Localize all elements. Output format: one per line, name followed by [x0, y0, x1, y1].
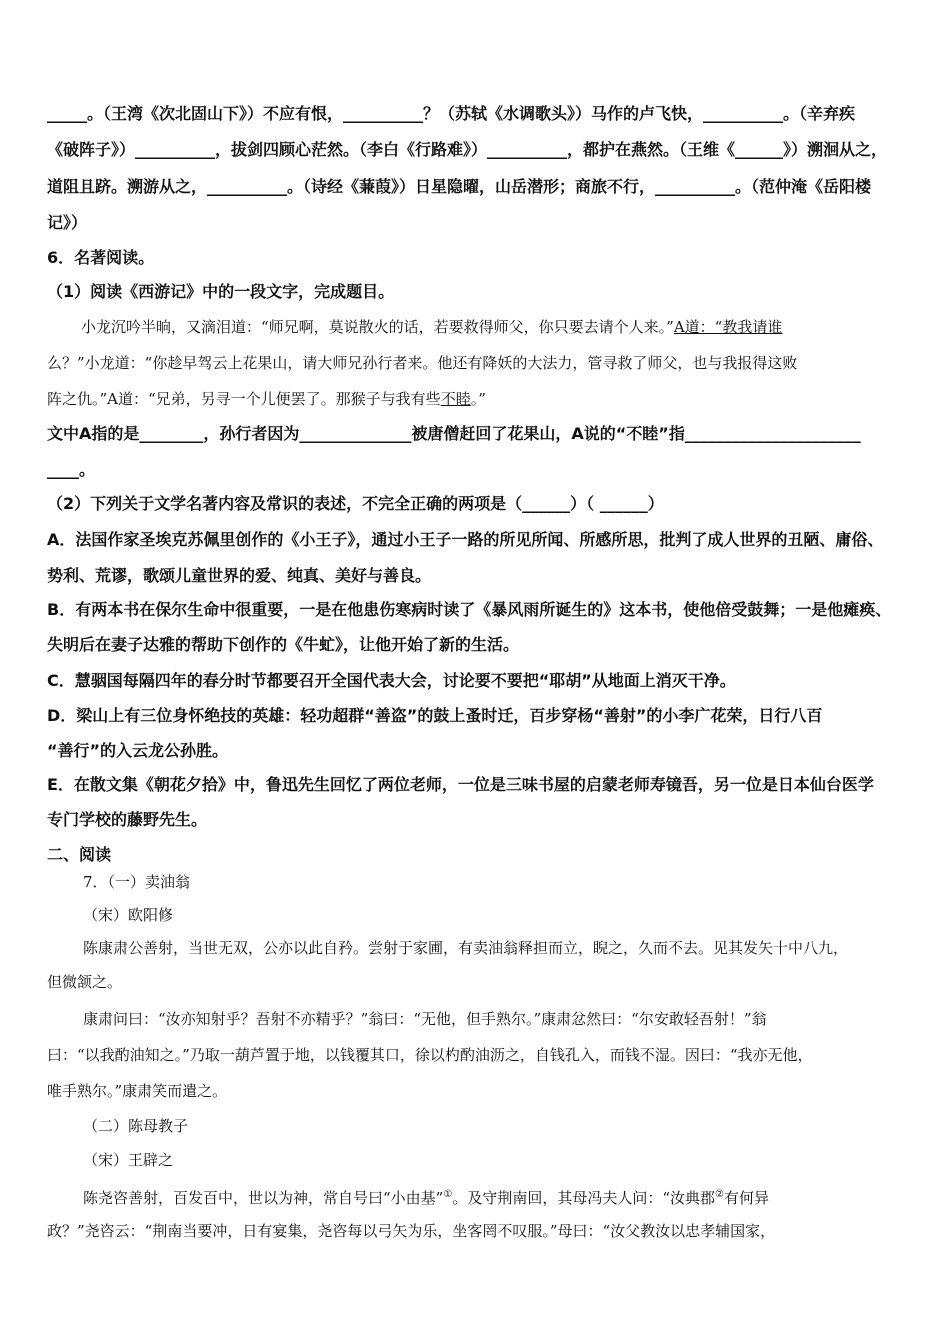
passage-author: （宋）欧阳修	[83, 906, 174, 924]
text-line: _____。（王湾《次北固山下》）不应有恨，__________？（苏轼《水调歌头》）马作的卢飞快，__________。（辛弃疾	[47, 104, 856, 123]
passage-line: 政？”尧咨云：“荆南当要冲，日有宴集，尧咨每以弓矢为乐，坐客罔不叹服。”母曰：“汝父教汝以忠孝辅国家，	[47, 1222, 776, 1240]
passage-text: 有何异	[723, 1189, 769, 1207]
option-b-cont: 失明后在妻子达雅的帮助下创作的《牛虻》，让他开始了新的生活。	[47, 635, 520, 654]
excerpt-line	[47, 317, 907, 337]
sub-question: （2）下列关于文学名著内容及常识的表述，不完全正确的两项是（______）（ ______）	[47, 494, 664, 513]
excerpt-text: 。”	[470, 390, 486, 408]
passage-text: 。及守荆南回，其母冯夫人问：“汝典郡	[452, 1189, 715, 1207]
excerpt-text: 阵之仇。”A道：“兄弟，另寻一个儿便罢了。那猴子与我有些	[47, 390, 441, 408]
passage-title: 7．（一）卖油翁	[83, 873, 191, 891]
option-e-cont: 专门学校的藤野先生。	[47, 810, 208, 829]
text-line: 《破阵子》）__________，拔剑四顾心茫然。（李白《行路难》）__________，都护在燕然。（王维《______》）溯洄从之，	[47, 140, 888, 159]
excerpt-text-underlined: A道：“教我请谁	[673, 318, 783, 336]
footnote-marker: ②	[714, 1189, 724, 1200]
text-line: 文中A指的是________，孙行者因为______________被唐僧赶回了花果山，A说的“不睦”指______________________	[47, 424, 861, 443]
sub-question: （1）阅读《西游记》中的一段文字，完成题目。	[47, 282, 395, 301]
passage-line	[47, 1185, 943, 1208]
text-line: ____。	[47, 460, 96, 479]
excerpt-line	[47, 389, 907, 409]
option-d: D．梁山上有三位身怀绝技的英雄：轻功超群“善盗”的鼓上蚤时迁，百步穿杨“善射”的小李广花荣，日行八百	[47, 706, 823, 725]
section-heading: 二、阅读	[47, 845, 112, 864]
passage-text: 陈尧咨善射，百发百中，世以为神，常自号曰“小由基”	[83, 1189, 444, 1207]
excerpt-text: 小龙沉吟半晌，又滴泪道：“师兄啊，莫说散火的话，若要救得师父，你只要去请个人来。”	[81, 318, 674, 336]
option-c: C．慧骃国每隔四年的春分时节都要召开全国代表大会，讨论要不要把“耶胡”从地面上消灭干净。	[47, 671, 736, 690]
passage-line: 曰：“以我酌油知之。”乃取一葫芦置于地，以钱覆其口，徐以杓酌油沥之，自钱孔入，而钱不湿。因曰：“我亦无他，	[47, 1046, 813, 1064]
question-heading: 6．名著阅读。	[47, 248, 155, 267]
option-d-cont: “善行”的入云龙公孙胜。	[47, 741, 229, 760]
passage-line: 陈康肃公善射，当世无双，公亦以此自矜。尝射于家圃，有卖油翁释担而立，睨之，久而不去。见其发矢十中八九，	[83, 939, 849, 957]
option-e: E．在散文集《朝花夕拾》中，鲁迅先生回忆了两位老师，一位是三味书屋的启蒙老师寿镜吾，另一位是日本仙台医学	[47, 775, 874, 794]
option-b: B．有两本书在保尔生命中很重要，一是在他患伤寒病时读了《暴风雨所诞生的》这本书，使他倍受鼓舞；一是他瘫痪、	[47, 600, 892, 619]
underlined-word: 不睦	[440, 390, 471, 408]
text-line: 记》）	[47, 213, 88, 232]
passage-title: （二）陈母教子	[83, 1117, 189, 1135]
footnote-marker: ①	[443, 1189, 453, 1200]
passage-line: 唯手熟尔。”康肃笑而遣之。	[47, 1082, 228, 1100]
passage-author: （宋）王辟之	[83, 1151, 174, 1169]
passage-line: 但微颔之。	[47, 973, 123, 991]
excerpt-line: 么？”小龙道：“你趁早驾云上花果山，请大师兄孙行者来。他还有降妖的大法力，管寻救了师父，也与我报得这败	[47, 354, 798, 372]
text-line: 道阻且跻。溯游从之，__________。（诗经《蒹葭》）日星隐曜，山岳潜形；商旅不行，__________。（范仲淹《岳阳楼	[47, 177, 872, 196]
option-a-cont: 势利、荒谬，歌颂儿童世界的爱、纯真、美好与善良。	[47, 566, 432, 585]
option-a: A．法国作家圣埃克苏佩里创作的《小王子》，通过小王子一路的所见所闻、所感所思，批判了成人世界的丑陋、庸俗、	[47, 530, 884, 549]
passage-line: 康肃问曰：“汝亦知射乎？吾射不亦精乎？”翁曰：“无他，但手熟尔。”康肃忿然曰：“尔安敢轻吾射！”翁	[83, 1010, 767, 1028]
